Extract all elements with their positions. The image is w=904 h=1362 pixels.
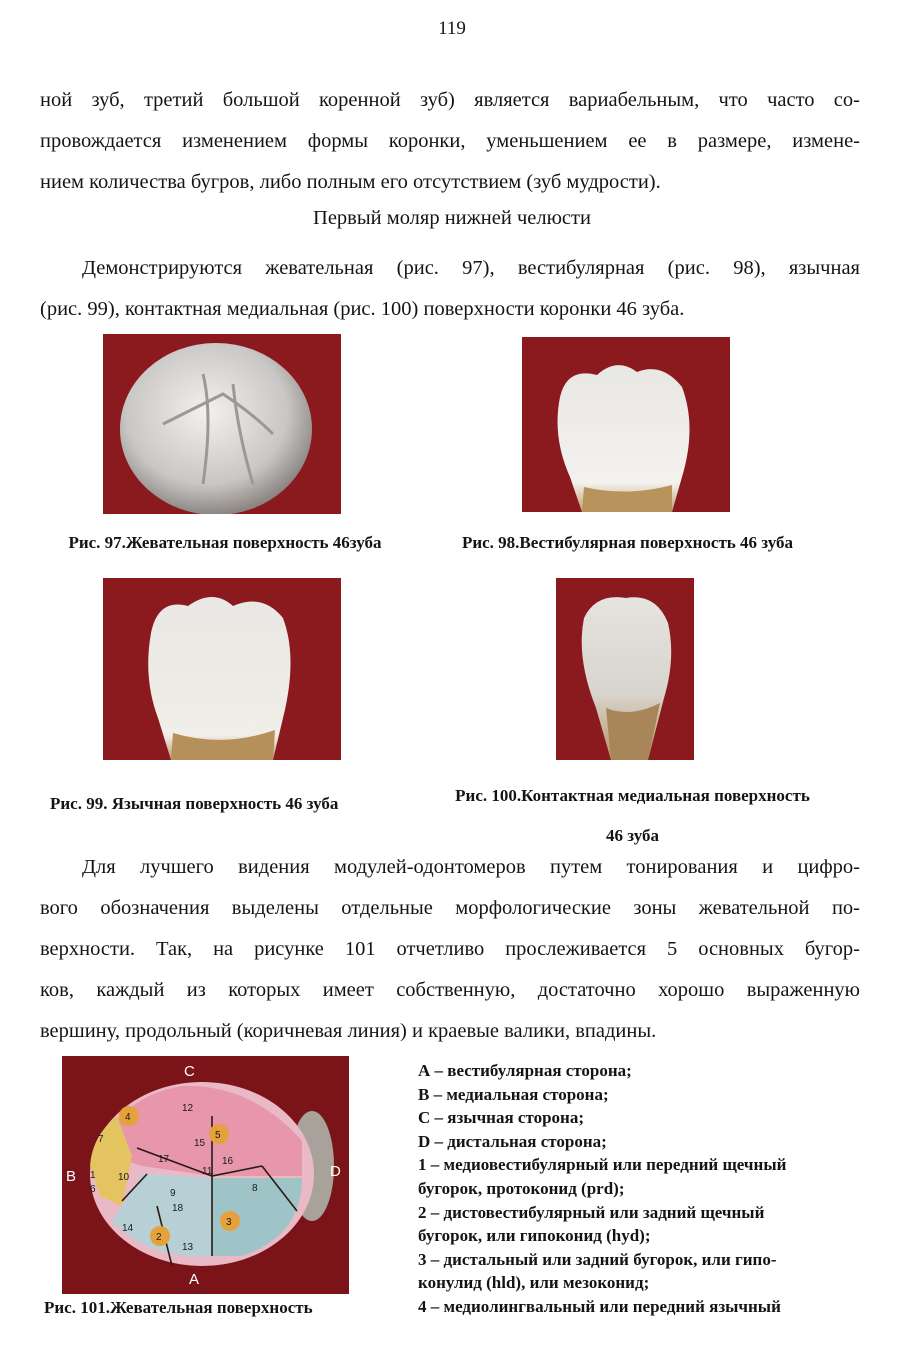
diagram-num: 9	[170, 1188, 176, 1199]
diagram-num: 7	[98, 1134, 104, 1145]
figure-97-photo	[103, 334, 341, 514]
body-paragraph	[40, 847, 860, 1052]
diagram-num: 2	[156, 1232, 162, 1243]
legend-item: С – язычная сторона;	[418, 1108, 584, 1128]
diagram-num: 15	[194, 1138, 206, 1149]
diagram-num: 4	[125, 1112, 131, 1123]
body-line: вершину, продольный (коричневая линия) и краевые валики, впадины.	[40, 1020, 657, 1042]
figure-100-photo	[556, 578, 694, 760]
legend-item: 2 – дистовестибулярный или задний щечный	[418, 1202, 765, 1222]
diagram-num: 11	[202, 1166, 213, 1177]
intro-line: ной зуб, третий большой коренной зуб) является вариабельным, что часто со-	[40, 89, 860, 111]
figure-101-diagram	[62, 1056, 349, 1294]
body-line: Для лучшего видения модулей-одонтомеров путем тонирования и цифро-	[82, 856, 860, 878]
diagram-num: 10	[118, 1172, 130, 1183]
intro-paragraph	[40, 80, 860, 203]
legend-item: бугорок, или гипоконид (hyd);	[418, 1226, 651, 1246]
intro-line: провождается изменением формы коронки, уменьшением ее в размере, измене-	[40, 130, 860, 152]
figure-98-photo	[522, 337, 730, 512]
body-line: вого обозначения выделены отдельные морфологические зоны жевательной по-	[40, 897, 860, 919]
legend-item: 4 – медиолингвальный или передний язычный	[418, 1296, 781, 1316]
diagram-num: 5	[215, 1130, 221, 1141]
figure-99-caption: Рис. 99. Язычная поверхность 46 зуба	[50, 794, 339, 813]
figure-100-caption: Рис. 100.Контактная медиальная поверхность 46 зуба	[455, 786, 810, 845]
diagram-label-c: C	[184, 1063, 195, 1080]
legend-item: 3 – дистальный или задний бугорок, или гипо-	[418, 1249, 777, 1269]
figure-99-photo	[103, 578, 341, 760]
page-number: 119	[438, 18, 466, 39]
diagram-label-b: B	[66, 1168, 77, 1185]
figure-101-caption: Рис. 101.Жевательная поверхность	[44, 1298, 313, 1317]
diagram-num: 14	[122, 1223, 134, 1234]
legend-item: конулид (hld), или мезоконид;	[418, 1273, 650, 1293]
diagram-num: 1	[90, 1170, 96, 1181]
diagram-label-a: A	[189, 1271, 200, 1288]
legend-item: D – дистальная сторона;	[418, 1131, 607, 1151]
diagram-num: 17	[158, 1154, 170, 1165]
diagram-label-d: D	[330, 1163, 341, 1180]
diagram-num: 16	[222, 1156, 234, 1167]
body-line: верхности. Так, на рисунке 101 отчетливо прослеживается 5 основных бугор-	[40, 938, 860, 960]
diagram-num: 13	[182, 1242, 194, 1253]
diagram-num: 6	[90, 1184, 96, 1195]
diagram-num: 8	[252, 1183, 258, 1194]
figure-97-caption: Рис. 97.Жевательная поверхность 46зуба	[68, 533, 382, 552]
body-line: ков, каждый из которых имеет собственную, достаточно хорошо выраженную	[40, 979, 860, 1001]
section-title: Первый моляр нижней челюсти	[313, 207, 591, 229]
demo-paragraph	[40, 248, 860, 330]
diagram-num: 3	[226, 1217, 232, 1228]
demo-line: Демонстрируются жевательная (рис. 97), вестибулярная (рис. 98), язычная	[82, 257, 860, 279]
diagram-num: 12	[182, 1103, 194, 1114]
intro-line: нием количества бугров, либо полным его отсутствием (зуб мудрости).	[40, 171, 661, 193]
legend-item: А – вестибулярная сторона;	[418, 1061, 632, 1080]
figure-101-legend	[418, 1059, 868, 1319]
legend-item: 1 – медиовестибулярный или передний щечный	[418, 1155, 787, 1175]
legend-item: В – медиальная сторона;	[418, 1084, 609, 1104]
legend-item: бугорок, протоконид (prd);	[418, 1178, 625, 1198]
diagram-num: 18	[172, 1203, 184, 1214]
figure-98-caption: Рис. 98.Вестибулярная поверхность 46 зуба	[461, 533, 794, 552]
demo-line: (рис. 99), контактная медиальная (рис. 100) поверхности коронки 46 зуба.	[40, 298, 685, 320]
